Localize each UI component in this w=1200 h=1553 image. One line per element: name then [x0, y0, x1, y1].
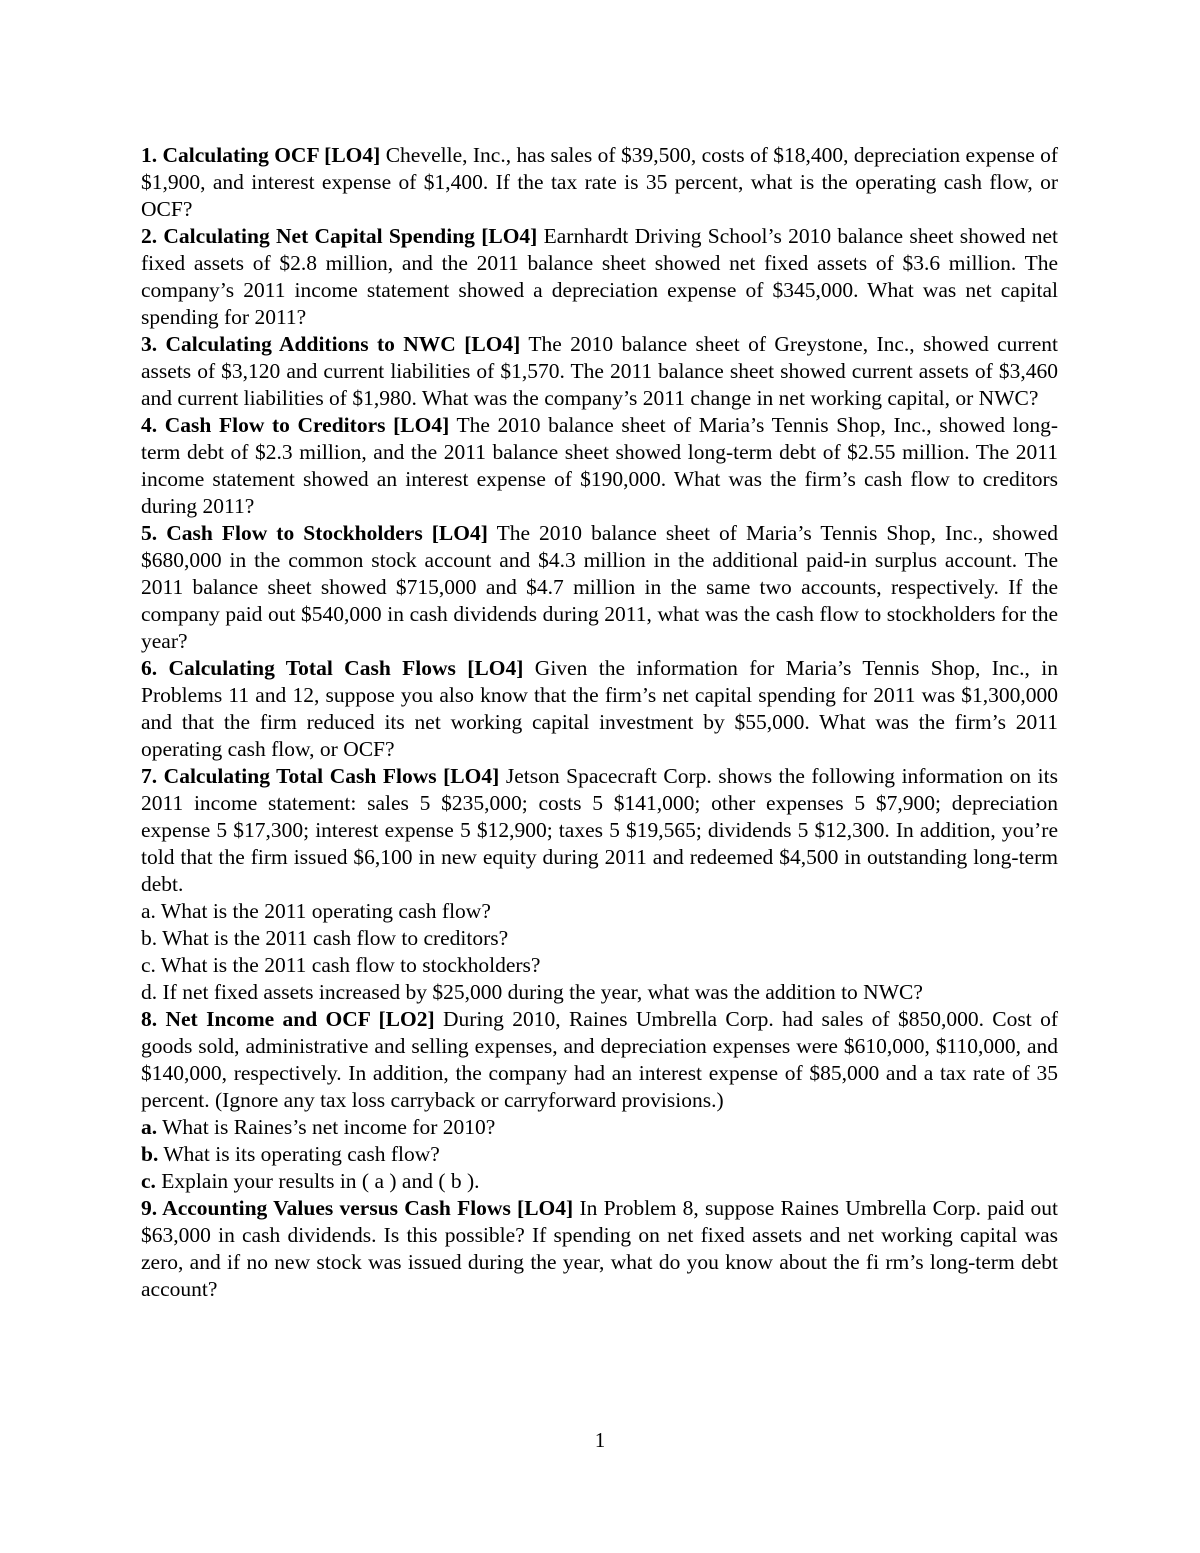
problem-8 — [141, 1006, 1058, 1114]
problem-3-text: The 2010 balance sheet of Greystone, Inc., showed current assets of $3,120 and current liabilities of $1,570. The 2011 balance sheet showed current assets of $3,460 and current liabilities of $1,980. What was the company’s 2011 change in net working capital, or NWC? — [141, 332, 1058, 410]
problem-8-heading: 8. Net Income and OCF [LO2] — [141, 1007, 435, 1031]
problem-6-text: Given the information for Maria’s Tennis Shop, Inc., in Problems 11 and 12, suppose you also know that the firm’s net capital spending for 2011 was $1,300,000 and that the firm reduced its net working capital investment by $55,000. What was the firm’s 2011 operating cash flow, or OCF? — [141, 656, 1058, 761]
problem-9-text: In Problem 8, suppose Raines Umbrella Corp. paid out $63,000 in cash dividends. Is this possible? If spending on net fixed assets and net working capital was zero, and if no new stock was issued during the year, what do you know about the fi rm’s long-term debt account? — [141, 1196, 1058, 1301]
problem-1-text: Chevelle, Inc., has sales of $39,500, costs of $18,400, depreciation expense of $1,900, and interest expense of $1,400. If the tax rate is 35 percent, what is the operating cash flow, or OCF? — [141, 143, 1059, 221]
problem-7-part-a: a. What is the 2011 operating cash flow? — [141, 899, 491, 923]
problem-5 — [141, 520, 1058, 655]
problem-5-text: The 2010 balance sheet of Maria’s Tennis Shop, Inc., showed $680,000 in the common stock account and $4.3 million in the additional paid-in surplus account. The 2011 balance sheet showed $715,000 and $4.7 million in the same two accounts, respectively. If the company paid out $540,000 in cash dividends during 2011, what was the cash flow to stockholders for the year? — [141, 521, 1059, 653]
problem-6-heading: 6. Calculating Total Cash Flows [LO4] — [141, 656, 524, 680]
problem-1 — [141, 142, 1058, 223]
problem-4 — [141, 412, 1058, 520]
problem-7-part-d: d. If net fixed assets increased by $25,000 during the year, what was the addition to NWC? — [141, 980, 923, 1004]
problem-3 — [141, 331, 1058, 412]
problem-8-text: During 2010, Raines Umbrella Corp. had sales of $850,000. Cost of goods sold, administrative and selling expenses, and depreciation expenses were $610,000, $110,000, and $140,000, respectively. In addition, the company had an interest expense of $85,000 and a tax rate of 35 percent. (Ignore any tax loss carryback or carryforward provisions.) — [141, 1007, 1059, 1112]
problem-7-part-b: b. What is the 2011 cash flow to creditors? — [141, 926, 509, 950]
problem-2 — [141, 223, 1058, 331]
problem-2-text: Earnhardt Driving School’s 2010 balance sheet showed net fixed assets of $2.8 million, and the 2011 balance sheet showed net fixed assets of $3.6 million. The company’s 2011 income statement showed a depreciation expense of $345,000. What was net capital spending for 2011? — [141, 224, 1059, 329]
problem-2-heading: 2. Calculating Net Capital Spending [LO4] — [141, 224, 538, 248]
problem-4-heading: 4. Cash Flow to Creditors [LO4] — [141, 413, 450, 437]
problem-7 — [141, 763, 1058, 898]
problem-7-heading: 7. Calculating Total Cash Flows [LO4] — [141, 764, 500, 788]
problem-3-heading: 3. Calculating Additions to NWC [LO4] — [141, 332, 521, 356]
problem-9 — [141, 1195, 1058, 1303]
problem-8-part-c: c. Explain your results in ( a ) and ( b ). — [141, 1169, 480, 1193]
problem-9-heading: 9. Accounting Values versus Cash Flows [LO4] — [141, 1196, 574, 1220]
problem-8-part-a: a. What is Raines’s net income for 2010? — [141, 1115, 496, 1139]
problem-5-heading: 5. Cash Flow to Stockholders [LO4] — [141, 521, 488, 545]
problem-7-text: Jetson Spacecraft Corp. shows the following information on its 2011 income statement: sales 5 $235,000; costs 5 $141,000; other expenses 5 $7,900; depreciation expense 5 $17,300; interest expense 5 $12,900; taxes 5 $19,565; dividends 5 $12,300. In addition, you’re told that the firm issued $6,100 in new equity during 2011 and redeemed $4,500 in outstanding long-term debt. — [141, 764, 1058, 896]
problem-6 — [141, 655, 1058, 763]
page-number: 1 — [594, 1428, 606, 1452]
problem-4-text: The 2010 balance sheet of Maria’s Tennis Shop, Inc., showed long-term debt of $2.3 million, and the 2011 balance sheet showed long-term debt of $2.55 million. The 2011 income statement showed an interest expense of $190,000. What was the firm’s cash flow to creditors during 2011? — [141, 413, 1058, 518]
problem-7-part-c: c. What is the 2011 cash flow to stockholders? — [141, 953, 541, 977]
problem-1-heading: 1. Calculating OCF [LO4] — [141, 143, 381, 167]
problem-8-part-b: b. What is its operating cash flow? — [141, 1142, 440, 1166]
problem-list — [141, 142, 1058, 1303]
